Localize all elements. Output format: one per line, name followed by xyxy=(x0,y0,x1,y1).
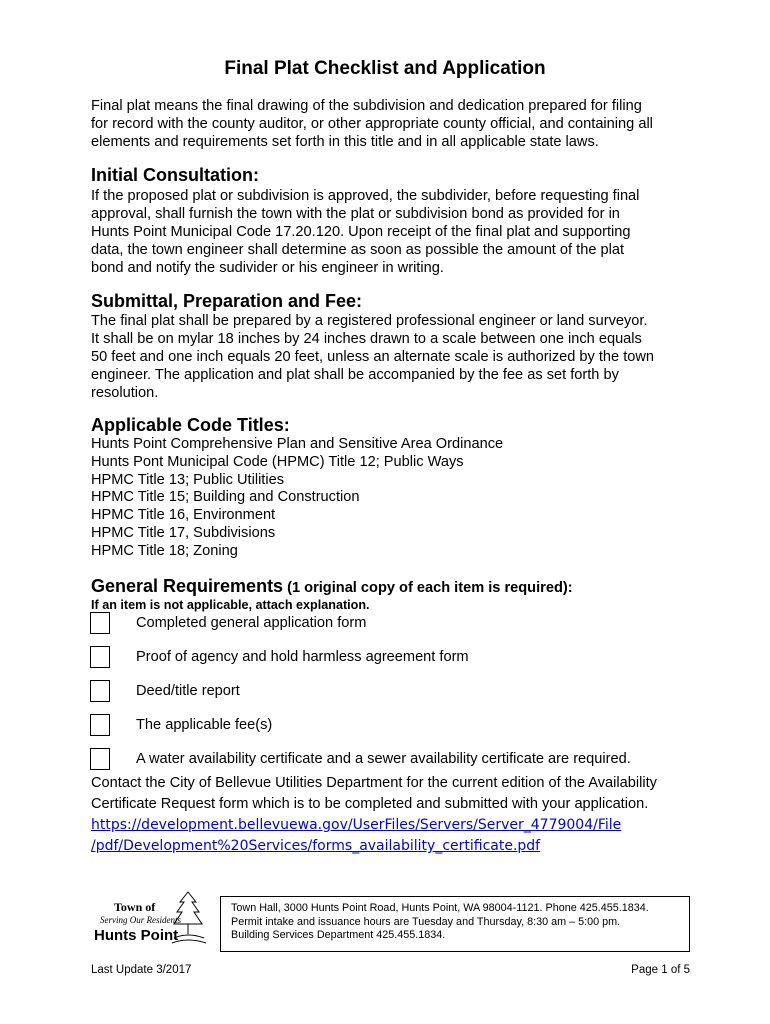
paragraph-line: Certificate Request form which is to be completed and submitted with your application. xyxy=(91,796,649,812)
logo-tagline: Serving Our Residents xyxy=(100,915,181,925)
paragraph-line: data, the town engineer shall determine as soon as possible the amount of the plat xyxy=(91,242,625,258)
contact-line: Building Services Department 425.455.1834. xyxy=(231,929,446,941)
paragraph-line: If the proposed plat or subdivision is approved, the subdivider, before requesting final xyxy=(91,188,640,204)
checkbox[interactable] xyxy=(90,714,110,736)
paragraph-line: bond and notify the sudivider or his engineer in writing. xyxy=(91,260,444,276)
checkbox[interactable] xyxy=(90,748,110,770)
link-line[interactable]: /pdf/Development%20Services/forms_availability_certificate.pdf xyxy=(91,838,541,854)
paragraph-line: 50 feet and one inch equals 20 feet, unless an alternate scale is authorized by the town xyxy=(91,349,655,365)
checklist-label: The applicable fee(s) xyxy=(136,717,273,733)
intro-line: for record with the county auditor, or other appropriate county official, and containing all xyxy=(91,116,653,132)
code-title-item: HPMC Title 13; Public Utilities xyxy=(91,471,285,488)
initial-consultation-paragraph xyxy=(91,187,691,277)
checklist-label: Completed general application form xyxy=(136,615,367,631)
code-title-item: HPMC Title 16, Environment xyxy=(91,507,276,524)
code-title-item: Hunts Point Comprehensive Plan and Sensitive Area Ordinance xyxy=(91,436,504,452)
paragraph-line: engineer. The application and plat shall be accompanied by the fee as set forth by xyxy=(91,367,619,383)
paragraph-line: Contact the City of Bellevue Utilities Department for the current edition of the Availability xyxy=(91,775,657,791)
checklist-label: Deed/title report xyxy=(136,683,240,699)
logo-town-of: Town of xyxy=(114,900,156,914)
checklist-label: Proof of agency and hold harmless agreement form xyxy=(136,649,469,665)
checkbox[interactable] xyxy=(90,646,110,668)
checkbox[interactable] xyxy=(90,612,110,634)
last-update: Last Update 3/2017 xyxy=(91,964,192,976)
code-title-item: Hunts Pont Municipal Code (HPMC) Title 12; Public Ways xyxy=(91,453,464,470)
general-requirements-title: General Requirements xyxy=(91,576,284,596)
link-line[interactable]: https://development.bellevuewa.gov/UserFiles/Servers/Server_4779004/File xyxy=(91,817,622,833)
logo-hunts-point: Hunts Point xyxy=(94,927,179,944)
contact-line: Town Hall, 3000 Hunts Point Road, Hunts Point, WA 98004-1121. Phone 425.455.1834. xyxy=(231,902,649,914)
town-logo xyxy=(92,888,212,950)
checkbox[interactable] xyxy=(90,680,110,702)
intro-paragraph xyxy=(91,97,691,151)
page-number: Page 1 of 5 xyxy=(631,964,690,976)
intro-line: elements and requirements set forth in this title and in all applicable state laws. xyxy=(91,134,599,150)
checklist-label: A water availability certificate and a sewer availability certificate are required. xyxy=(136,751,631,767)
general-requirements-subtitle: (1 original copy of each item is required): xyxy=(283,580,573,596)
code-title-item: HPMC Title 17, Subdivisions xyxy=(91,524,276,541)
paragraph-line: The final plat shall be prepared by a registered professional engineer or land surveyor. xyxy=(91,313,648,329)
page-title: Final Plat Checklist and Application xyxy=(224,58,546,79)
code-titles-list xyxy=(91,436,503,561)
submittal-paragraph xyxy=(91,312,691,402)
paragraph-line: Hunts Point Municipal Code 17.20.120. Upon receipt of the final plat and supporting xyxy=(91,224,631,240)
code-title-item: HPMC Title 15; Building and Construction xyxy=(91,489,360,506)
contact-line: Permit intake and issuance hours are Tuesday and Thursday, 8:30 am – 5:00 pm. xyxy=(231,915,621,928)
paragraph-line: approval, shall furnish the town with the plat or subdivision bond as provided for in xyxy=(91,206,620,222)
bellevue-contact-paragraph xyxy=(91,773,691,815)
paragraph-line: resolution. xyxy=(91,385,159,401)
paragraph-line: It shall be on mylar 18 inches by 24 inches drawn to a scale between one inch equals xyxy=(91,331,642,347)
intro-line: Final plat means the final drawing of the subdivision and dedication prepared for filing xyxy=(91,98,642,114)
not-applicable-note: If an item is not applicable, attach explanation. xyxy=(91,598,370,612)
general-requirements-heading xyxy=(91,576,573,597)
code-title-item: HPMC Title 18; Zoning xyxy=(91,542,238,559)
code-titles-heading: Applicable Code Titles: xyxy=(91,415,290,435)
town-hall-contact-box xyxy=(220,896,690,952)
submittal-heading: Submittal, Preparation and Fee: xyxy=(91,291,363,311)
availability-certificate-link[interactable] xyxy=(91,815,621,857)
initial-consultation-heading: Initial Consultation: xyxy=(91,165,259,185)
